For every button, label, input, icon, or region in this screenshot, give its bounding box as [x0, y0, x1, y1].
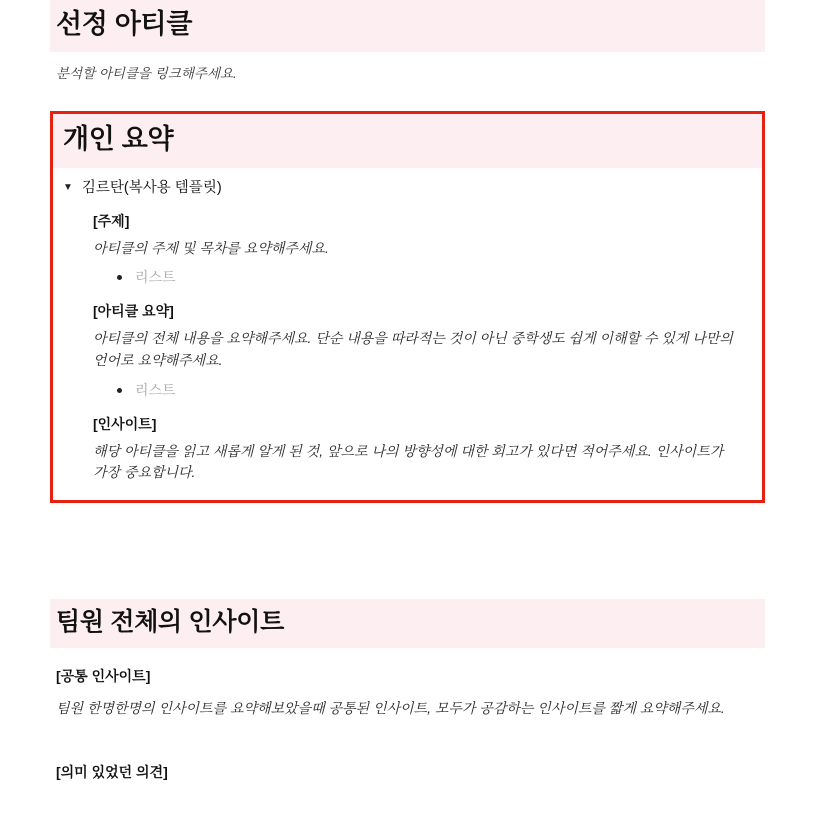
list-item-label: 리스트	[135, 269, 176, 286]
toggle-block-label: 김르탄(복사용 템플릿)	[81, 179, 222, 196]
label-common-insight: [공통 인사이트]	[56, 668, 151, 685]
list-item[interactable]	[117, 267, 738, 288]
section-heading-personal-summary: 개인 요약	[53, 114, 762, 168]
label-insight: [인사이트]	[93, 415, 157, 432]
page-title: 선정 아티클	[56, 9, 193, 39]
bullet-icon	[117, 275, 122, 280]
list-item-label: 리스트	[135, 381, 176, 398]
bullet-icon	[117, 388, 122, 393]
text-article-summary: 아티클의 전체 내용을 요약해주세요. 단순 내용을 따라적는 것이 아닌 중학생도 쉽게 이해할 수 있게 나만의 언어로 요약해주세요.	[93, 330, 733, 368]
personal-summary-body	[93, 211, 738, 484]
section-heading-selected-article	[50, 0, 765, 52]
text-common-insight: 팀원 한명한명의 인사이트를 요약해보았을때 공통된 인사이트, 모두가 공감하는 인사이트를 짧게 요약해주세요.	[56, 700, 725, 717]
label-article-summary: [아티클 요약]	[93, 303, 174, 320]
triangle-down-icon[interactable]: ▼	[63, 181, 73, 193]
label-meaningful-opinion: [의미 있었던 의견]	[56, 763, 168, 780]
label-topic: [주제]	[93, 212, 130, 229]
personal-summary-highlight-box	[50, 111, 765, 503]
selected-article-caption: 분석할 아티클을 링크해주세요.	[56, 65, 237, 81]
toggle-block-template[interactable]	[63, 178, 762, 198]
list-item[interactable]	[117, 380, 738, 401]
spacer	[50, 503, 765, 599]
text-insight: 해당 아티클을 읽고 새롭게 알게 된 것, 앞으로 나의 방향성에 대한 회고가 있다면 적어주세요. 인사이트가 가장 중요합니다.	[93, 442, 724, 481]
text-topic: 아티클의 주제 및 목차를 요약해주세요.	[93, 239, 329, 256]
team-insight-section	[50, 599, 765, 782]
section-heading-team-insight: 팀원 전체의 인사이트	[50, 599, 765, 648]
